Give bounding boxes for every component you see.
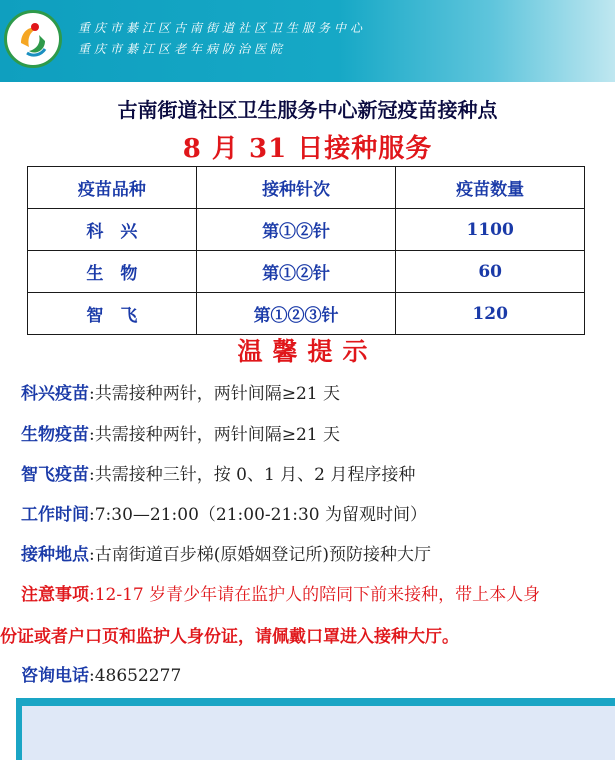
vaccine-name-cell: 智 飞 (28, 293, 197, 335)
note-text: :共需接种三针，按 0、1 月、2 月程序接种 (89, 465, 416, 485)
notice-text: :12-17 岁青少年请在监护人的陪同下前来接种，带上本人身 (89, 585, 541, 605)
table-header-cell: 接种针次 (196, 167, 395, 209)
note-text: :共需接种两针，两针间隔≥21 天 (89, 425, 341, 445)
vaccine-doses-cell: 第①②③针 (196, 293, 395, 335)
table-header-row (28, 167, 585, 209)
notice-line-2: 份证或者户口页和监护人身份证，请佩戴口罩进入接种大厅。 (0, 627, 459, 647)
bottom-panel (16, 698, 615, 760)
note-text: :7:30—21:00（21:00-21:30 为留观时间） (89, 505, 428, 525)
vaccine-doses-cell: 第①②针 (196, 251, 395, 293)
note-line (21, 379, 340, 404)
table-row (28, 251, 585, 293)
vaccine-qty-cell: 120 (396, 293, 585, 335)
note-text: :古南街道百步梯(原婚姻登记所)预防接种大厅 (89, 545, 431, 565)
note-label: 生物疫苗 (21, 425, 89, 445)
org-line-2: 重庆市綦江区老年病防治医院 (78, 42, 287, 56)
table-header-cell: 疫苗品种 (28, 167, 197, 209)
tips-heading: 温馨提示 (237, 337, 378, 366)
note-label: 科兴疫苗 (21, 384, 89, 404)
table-header-cell: 疫苗数量 (396, 167, 585, 209)
note-label: 智飞疫苗 (21, 465, 89, 485)
contact-line (21, 661, 181, 686)
notice-label: 注意事项 (21, 585, 89, 605)
vaccine-doses-cell: 第①②针 (196, 209, 395, 251)
vaccine-name-cell: 科 兴 (28, 209, 197, 251)
contact-label: 咨询电话 (21, 666, 89, 686)
org-names (78, 18, 366, 60)
service-date-title: 8 月 31 日接种服务 (182, 134, 433, 164)
vaccine-name-cell: 生 物 (28, 251, 197, 293)
note-text: :共需接种两针，两针间隔≥21 天 (89, 384, 341, 404)
table-row (28, 293, 585, 335)
vaccine-qty-cell: 60 (396, 251, 585, 293)
note-line (21, 540, 431, 565)
note-line (21, 460, 415, 485)
hospital-logo-icon (4, 10, 62, 68)
notice-line-1 (21, 580, 540, 605)
note-line (21, 420, 340, 445)
bottom-panel-inner (22, 706, 615, 760)
contact-phone: :48652277 (89, 666, 182, 686)
note-line (21, 500, 427, 525)
table-row (28, 209, 585, 251)
header-band (0, 0, 615, 82)
vaccine-table (27, 166, 585, 335)
vaccine-qty-cell: 1100 (396, 209, 585, 251)
note-label: 工作时间 (21, 505, 89, 525)
page-title: 古南街道社区卫生服务中心新冠疫苗接种点 (117, 98, 498, 122)
note-label: 接种地点 (21, 545, 89, 565)
org-line-1: 重庆市綦江区古南街道社区卫生服务中心 (78, 21, 367, 35)
